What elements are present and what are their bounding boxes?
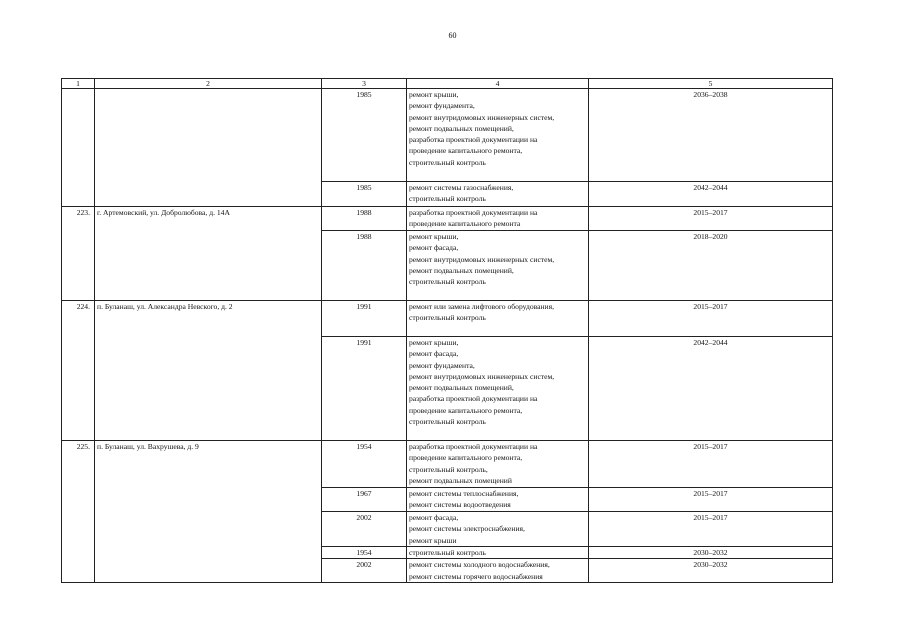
period-cell: 2030–2032 <box>589 547 833 559</box>
year-cell: 1954 <box>322 441 407 488</box>
year-cell: 1991 <box>322 337 407 441</box>
repair-schedule-table <box>61 78 833 583</box>
period-cell: 2015–2017 <box>589 207 833 231</box>
period-cell: 2018–2020 <box>589 231 833 301</box>
entry-number-cell <box>62 89 95 207</box>
year-cell: 1988 <box>322 207 407 231</box>
works-cell: ремонт фасада, ремонт системы электроснабжения, ремонт крыши <box>407 512 589 547</box>
year-cell: 1985 <box>322 182 407 207</box>
period-cell: 2042–2044 <box>589 337 833 441</box>
year-cell: 1967 <box>322 488 407 512</box>
year-cell: 1954 <box>322 547 407 559</box>
column-header: 1 <box>62 79 95 89</box>
table-row <box>62 89 833 182</box>
table-row <box>62 441 833 488</box>
entry-number-cell: 223. <box>62 207 95 301</box>
works-cell: ремонт системы теплоснабжения, ремонт системы водоотведения <box>407 488 589 512</box>
address-cell: г. Артемовский, ул. Добролюбова, д. 14А <box>95 207 322 301</box>
works-cell: ремонт системы газоснабжения, строительный контроль <box>407 182 589 207</box>
column-header: 4 <box>407 79 589 89</box>
column-header: 5 <box>589 79 833 89</box>
year-cell: 2002 <box>322 559 407 583</box>
period-cell: 2030–2032 <box>589 559 833 583</box>
table-row <box>62 207 833 231</box>
works-cell: ремонт крыши, ремонт фасада, ремонт внутридомовых инженерных систем, ремонт подвальных помещений, строительный контроль <box>407 231 589 301</box>
works-cell: разработка проектной документации на проведение капитального ремонта <box>407 207 589 231</box>
period-cell: 2015–2017 <box>589 441 833 488</box>
page-number: 60 <box>448 31 457 40</box>
year-cell: 2002 <box>322 512 407 547</box>
address-cell: п. Буланаш, ул. Александра Невского, д. 2 <box>95 301 322 441</box>
period-cell: 2036–2038 <box>589 89 833 182</box>
column-header: 2 <box>95 79 322 89</box>
works-cell: ремонт крыши, ремонт фасада, ремонт фундамента, ремонт внутридомовых инженерных систем, ремонт подвальных помещений, разработка проектной документации на проведение капитального ремонта, строительный контроль <box>407 337 589 441</box>
column-header: 3 <box>322 79 407 89</box>
entry-number-cell: 225. <box>62 441 95 583</box>
year-cell: 1991 <box>322 301 407 337</box>
address-cell: п. Буланаш, ул. Вахрушева, д. 9 <box>95 441 322 583</box>
works-cell: ремонт или замена лифтового оборудования, строительный контроль <box>407 301 589 337</box>
year-cell: 1985 <box>322 89 407 182</box>
period-cell: 2015–2017 <box>589 512 833 547</box>
table-row <box>62 301 833 337</box>
year-cell: 1988 <box>322 231 407 301</box>
period-cell: 2015–2017 <box>589 488 833 512</box>
works-cell: строительный контроль <box>407 547 589 559</box>
period-cell: 2015–2017 <box>589 301 833 337</box>
works-cell: ремонт крыши, ремонт фундамента, ремонт внутридомовых инженерных систем, ремонт подвальных помещений, разработка проектной документации на проведение капитального ремонта, строительный контроль <box>407 89 589 182</box>
entry-number-cell: 224. <box>62 301 95 441</box>
header-row <box>62 79 833 89</box>
works-cell: ремонт системы холодного водоснабжения, ремонт системы горячего водоснабжения <box>407 559 589 583</box>
address-cell <box>95 89 322 207</box>
works-cell: разработка проектной документации на проведение капитального ремонта, строительный контроль, ремонт подвальных помещений <box>407 441 589 488</box>
period-cell: 2042–2044 <box>589 182 833 207</box>
